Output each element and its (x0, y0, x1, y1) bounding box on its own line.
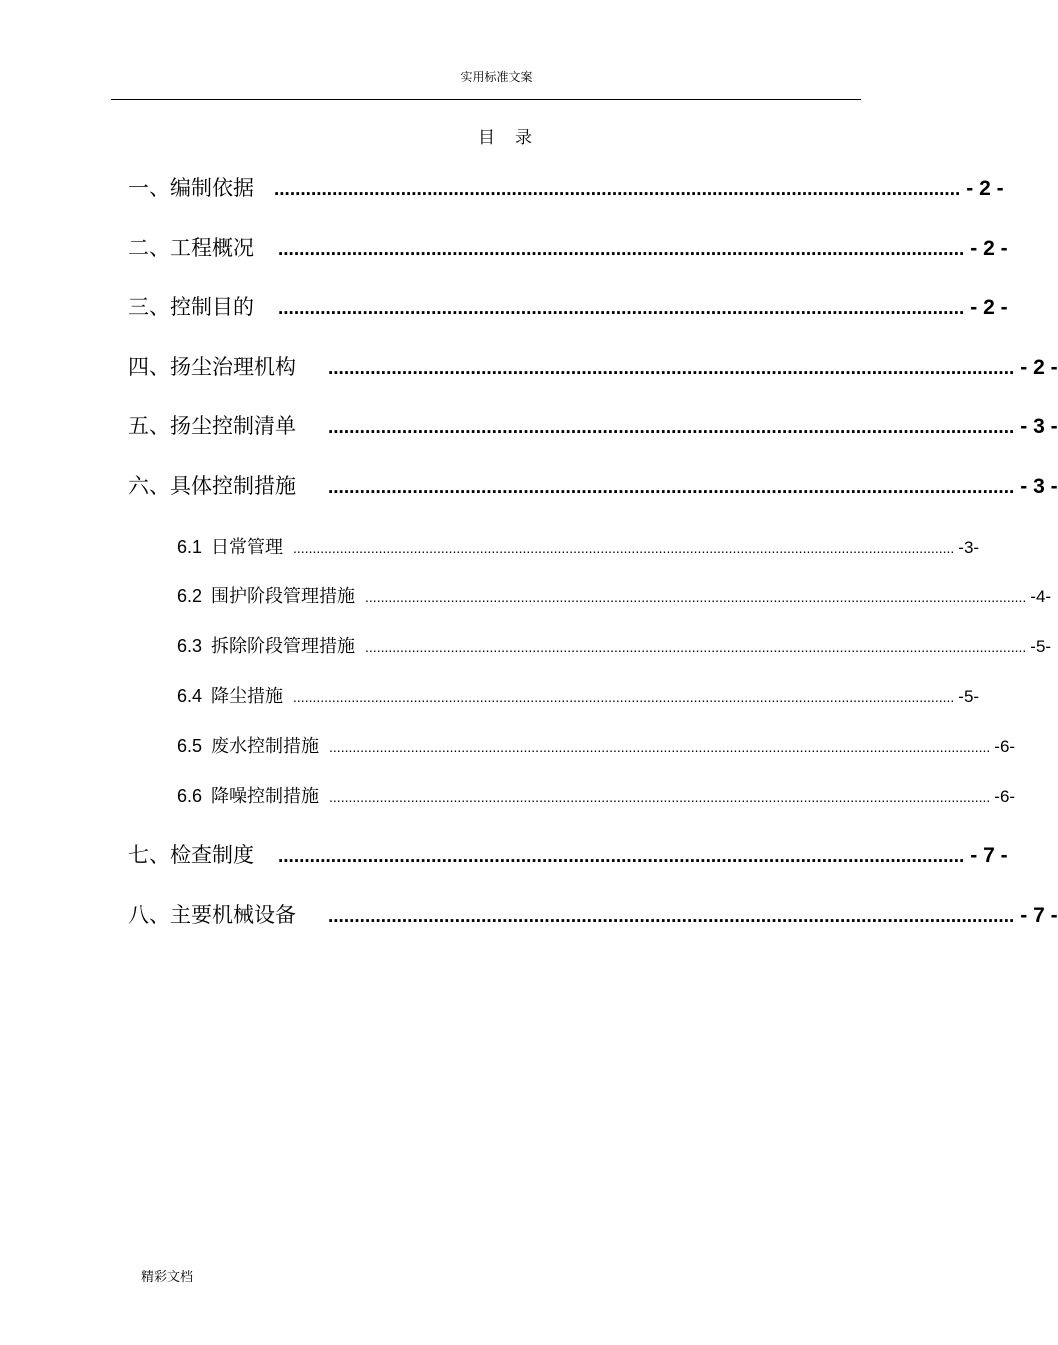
toc-entry-2[interactable] (128, 232, 1008, 262)
toc-entry-page: - 2 - (970, 237, 1008, 260)
toc-leader-dots: .......................................................................................................................................................................... (329, 789, 991, 805)
toc-leader-dots: .................................................................................................................................. (328, 477, 1015, 498)
toc-subentry-label: 降噪控制措施 (211, 786, 320, 807)
toc-entry-page: - 2 - (1020, 356, 1058, 379)
toc-leader-dots: .................................................................................................................................. (278, 239, 965, 260)
toc-subentry-page: -4- (1030, 587, 1052, 606)
toc-entry-7[interactable] (128, 839, 1008, 869)
toc-subentry-number: 6.5 (177, 736, 203, 756)
toc-subentry-page: -6- (994, 787, 1016, 806)
toc-subentry-number: 6.2 (177, 586, 203, 606)
page-footer: 精彩文档 (141, 1270, 194, 1285)
toc-entry-page: - 7 - (970, 844, 1008, 867)
toc-leader-dots: .......................................................................................................................................................................... (365, 589, 1027, 605)
toc-subentry-page: -5- (1030, 637, 1052, 656)
header-rule (111, 99, 861, 100)
toc-subentry-label: 围护阶段管理措施 (211, 586, 356, 607)
toc-entry-label: 三、控制目的 (128, 295, 254, 319)
toc-entry-label: 一、编制依据 (128, 176, 254, 200)
toc-subentry-page: -6- (994, 737, 1016, 756)
toc-entry-label: 五、扬尘控制清单 (128, 414, 296, 438)
toc-subentry-6-3[interactable] (177, 632, 1052, 658)
toc-entry-page: - 3 - (1020, 415, 1058, 438)
toc-subentry-6-2[interactable] (177, 582, 1052, 608)
toc-subentry-page: -5- (958, 687, 980, 706)
toc-entry-page: - 7 - (1020, 904, 1058, 927)
toc-title: 目录 (478, 128, 552, 148)
toc-leader-dots: .......................................................................................................................................................................... (293, 540, 955, 556)
toc-leader-dots: .................................................................................................................................. (328, 906, 1015, 927)
toc-entry-1[interactable] (128, 172, 1004, 202)
toc-subentry-number: 6.1 (177, 537, 203, 557)
toc-entry-4[interactable] (128, 351, 1058, 381)
toc-leader-dots: .......................................................................................................................................................................... (365, 639, 1027, 655)
toc-entry-label: 四、扬尘治理机构 (128, 355, 296, 379)
toc-subentry-6-1[interactable] (177, 533, 980, 559)
toc-subentry-6-4[interactable] (177, 682, 980, 708)
toc-entry-8[interactable] (128, 899, 1058, 929)
toc-subentry-6-6[interactable] (177, 782, 1016, 808)
toc-entry-label: 二、工程概况 (128, 236, 254, 260)
toc-leader-dots: .......................................................................................................................................................................... (329, 739, 991, 755)
toc-entry-5[interactable] (128, 410, 1058, 440)
toc-leader-dots: .......................................................................................................................................................................... (293, 689, 955, 705)
toc-entry-label: 八、主要机械设备 (128, 903, 296, 927)
toc-subentry-number: 6.6 (177, 786, 203, 806)
toc-entry-6[interactable] (128, 470, 1058, 500)
toc-subentry-label: 拆除阶段管理措施 (211, 636, 356, 657)
toc-leader-dots: .................................................................................................................................. (328, 417, 1015, 438)
toc-leader-dots: .................................................................................................................................. (274, 179, 961, 200)
toc-leader-dots: .................................................................................................................................. (278, 846, 965, 867)
toc-entry-page: - 3 - (1020, 475, 1058, 498)
toc-leader-dots: .................................................................................................................................. (278, 298, 965, 319)
toc-subentry-label: 降尘措施 (211, 686, 284, 707)
toc-entry-page: - 2 - (970, 296, 1008, 319)
toc-subentry-number: 6.3 (177, 636, 203, 656)
toc-subentry-label: 日常管理 (211, 537, 284, 558)
page-header: 实用标准文案 (460, 70, 533, 84)
toc-entry-3[interactable] (128, 291, 1008, 321)
toc-entry-label: 六、具体控制措施 (128, 474, 296, 498)
toc-entry-page: - 2 - (966, 177, 1004, 200)
toc-entry-label: 七、检查制度 (128, 843, 254, 867)
toc-subentry-6-5[interactable] (177, 732, 1016, 758)
toc-subentry-page: -3- (958, 538, 980, 557)
toc-subentry-number: 6.4 (177, 686, 203, 706)
toc-subentry-label: 废水控制措施 (211, 736, 320, 757)
toc-leader-dots: .................................................................................................................................. (328, 358, 1015, 379)
